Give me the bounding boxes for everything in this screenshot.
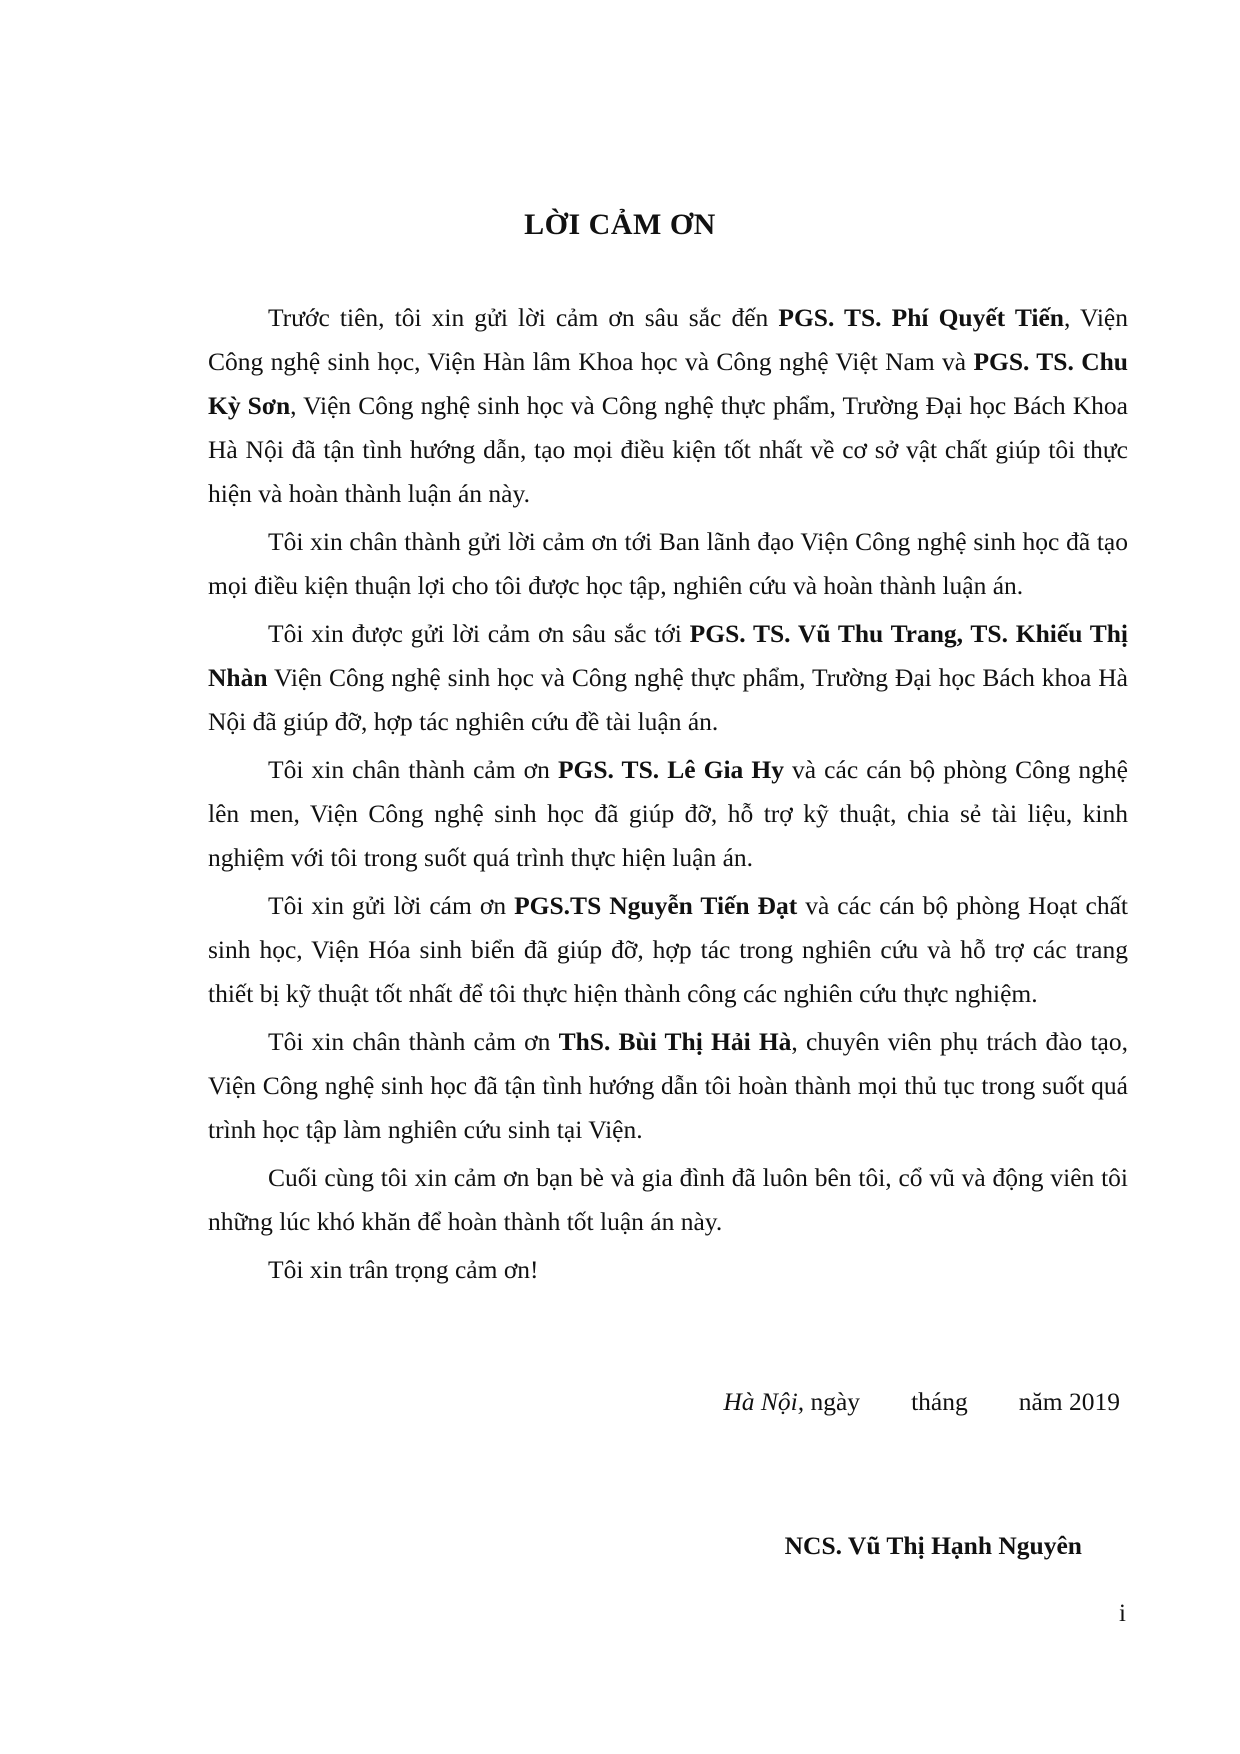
bold-name-text: PGS.TS Nguyễn Tiến Đạt <box>514 891 798 920</box>
bold-name-text: ThS. Bùi Thị Hải Hà <box>558 1027 792 1056</box>
bold-name-text: PGS. TS. Lê Gia Hy <box>557 755 784 784</box>
paragraph-text: Tôi xin chân thành cảm ơn <box>268 1027 559 1056</box>
page-number: i <box>1119 1600 1126 1627</box>
paragraph <box>208 1020 1128 1152</box>
signature: NCS. Vũ Thị Hạnh Nguyên <box>784 1531 1082 1560</box>
paragraph-text: Trước tiên, tôi xin gửi lời cảm ơn sâu sắc đến <box>268 303 779 332</box>
acknowledgement-body <box>208 296 1128 1296</box>
page-title: LỜI CẢM ƠN <box>524 208 716 241</box>
paragraph-text: , Viện Công nghệ sinh học, Viện Hàn lâm Khoa học và Công nghệ Việt Nam và <box>208 303 1129 376</box>
paragraph <box>208 520 1128 608</box>
bold-name-text: PGS. TS. Chu Kỳ Sơn <box>208 347 1128 420</box>
paragraph <box>208 612 1128 744</box>
date-day-label: ngày <box>804 1387 861 1416</box>
paragraph-text: và các cán bộ phòng Công nghệ lên men, Viện Công nghệ sinh học đã giúp đỡ, hỗ trợ kỹ thuật, chia sẻ tài liệu, kinh nghiệm với tôi trong suốt quá trình thực hiện luận án. <box>208 755 1128 872</box>
bold-name-text: PGS. TS. Phí Quyết Tiến <box>778 303 1064 332</box>
bold-name-text: PGS. TS. Vũ Thu Trang, TS. Khiếu Thị Nhàn <box>208 619 1128 692</box>
paragraph-text: , chuyên viên phụ trách đào tạo, Viện Công nghệ sinh học đã tận tình hướng dẫn tôi hoàn thành mọi thủ tục trong suốt quá trình học tập làm nghiên cứu sinh tại Viện. <box>208 1027 1128 1144</box>
paragraph-text: , Viện Công nghệ sinh học và Công nghệ thực phẩm, Trường Đại học Bách Khoa Hà Nội đã tận tình hướng dẫn, tạo mọi điều kiện tốt nhất về cơ sở vật chất giúp tôi thực hiện và hoàn thành luận án này. <box>208 391 1128 508</box>
paragraph <box>208 884 1128 1016</box>
date-month-label: tháng <box>911 1387 968 1416</box>
paragraph-text: và các cán bộ phòng Hoạt chất sinh học, Viện Hóa sinh biển đã giúp đỡ, hợp tác trong nghiên cứu và hỗ trợ các trang thiết bị kỹ thuật tốt nhất để tôi thực hiện thành công các nghiên cứu thực nghiệm. <box>208 891 1128 1008</box>
paragraph-text: Cuối cùng tôi xin cảm ơn bạn bè và gia đình đã luôn bên tôi, cổ vũ và động viên tôi những lúc khó khăn để hoàn thành tốt luận án này. <box>208 1163 1128 1236</box>
paragraph-text: Tôi xin trân trọng cảm ơn! <box>268 1255 539 1284</box>
paragraph-text: Tôi xin chân thành gửi lời cảm ơn tới Ban lãnh đạo Viện Công nghệ sinh học đã tạo mọi điều kiện thuận lợi cho tôi được học tập, nghiên cứu và hoàn thành luận án. <box>208 527 1128 600</box>
date-line <box>723 1380 1120 1424</box>
paragraph-text: Viện Công nghệ sinh học và Công nghệ thực phẩm, Trường Đại học Bách khoa Hà Nội đã giúp đỡ, hợp tác nghiên cứu đề tài luận án. <box>208 663 1128 736</box>
paragraph <box>208 1156 1128 1244</box>
paragraph <box>208 748 1128 880</box>
date-place: Hà Nội, <box>723 1387 805 1416</box>
paragraph-text: Tôi xin chân thành cảm ơn <box>268 755 558 784</box>
paragraph-text: Tôi xin gửi lời cám ơn <box>268 891 515 920</box>
paragraph-text: Tôi xin được gửi lời cảm ơn sâu sắc tới <box>268 619 690 648</box>
date-year-label: năm 2019 <box>1018 1387 1120 1416</box>
paragraph <box>208 296 1128 516</box>
paragraph <box>208 1248 1128 1292</box>
